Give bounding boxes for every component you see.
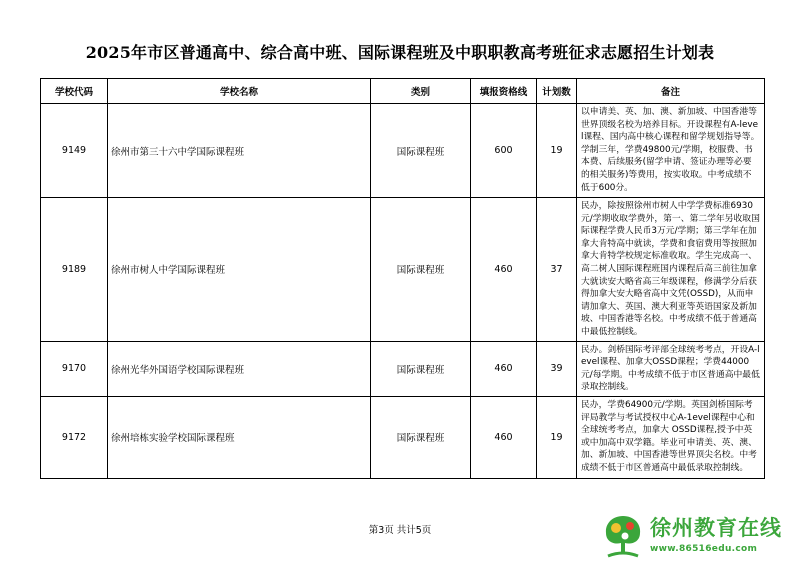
- watermark-site-name: 徐州教育在线: [650, 516, 782, 540]
- page-footer: 第3页 共计5页: [368, 525, 432, 536]
- table-row: [41, 104, 765, 198]
- header-qualifying-score: 填报资格线: [471, 79, 537, 104]
- category: 国际课程班: [371, 341, 471, 396]
- table-header-row: [41, 79, 765, 104]
- school-name: 徐州光华外国语学校国际课程班: [108, 341, 371, 396]
- qualifying-score: 600: [471, 104, 537, 198]
- school-code: 9170: [41, 341, 108, 396]
- header-plan-count: 计划数: [537, 79, 577, 104]
- remarks: 民办，除按照徐州市树人中学学费标准6930元/学期收取学费外，第一、第二学年另收取国际课程学费人民币3万元/学期；第三学年在加拿大肯特高中就读，学费和食宿费用等按照加拿大肯特学校规定标准收取。学生完成高一、高二树人国际课程班国内课程后高三前往加拿大就读安大略省高三年级课程，修满学分后获得加拿大安大略省高中文凭(OSSD)，从而申请加拿大、英国、澳大利亚等英语国家及新加坡、中国香港等名校。中考成绩不低于普通高中最低控制线。: [577, 198, 765, 342]
- header-school-code: 学校代码: [41, 79, 108, 104]
- tree-logo-icon: [600, 512, 646, 560]
- category: 国际课程班: [371, 396, 471, 478]
- table-row: [41, 396, 765, 478]
- header-category: 类别: [371, 79, 471, 104]
- school-name: 徐州培栋实验学校国际课程班: [108, 396, 371, 478]
- school-name: 徐州市第三十六中学国际课程班: [108, 104, 371, 198]
- header-school-name: 学校名称: [108, 79, 371, 104]
- school-code: 9172: [41, 396, 108, 478]
- school-code: 9189: [41, 198, 108, 342]
- qualifying-score: 460: [471, 198, 537, 342]
- qualifying-score: 460: [471, 396, 537, 478]
- plan-count: 19: [537, 104, 577, 198]
- table-row: [41, 198, 765, 342]
- school-name: 徐州市树人中学国际课程班: [108, 198, 371, 342]
- plan-count: 39: [537, 341, 577, 396]
- qualifying-score: 460: [471, 341, 537, 396]
- plan-count: 37: [537, 198, 577, 342]
- header-remarks: 备注: [577, 79, 765, 104]
- remarks: 民办。剑桥国际考评部全球统考考点，开设A-level课程、加拿大OSSD课程；学费44000元/每学期。中考成绩不低于市区普通高中最低录取控制线。: [577, 341, 765, 396]
- school-code: 9149: [41, 104, 108, 198]
- remarks: 以申请美、英、加、澳、新加坡、中国香港等世界顶级名校为培养目标。开设课程有A-level课程、国内高中核心课程和留学规划指导等。学制三年，学费49800元/学期，校服费、书本费、后续服务(留学申请、签证办理等必要的相关服务)等费用，按实收取。中考成绩不低于600分。: [577, 104, 765, 198]
- enrollment-plan-table: [40, 78, 765, 479]
- page-title: 2025年市区普通高中、综合高中班、国际课程班及中职职教高考班征求志愿招生计划表: [85, 43, 715, 62]
- category: 国际课程班: [371, 198, 471, 342]
- plan-count: 19: [537, 396, 577, 478]
- remarks: 民办，学费64900元/学期。英国剑桥国际考评局教学与考试授权中心A-1evel课程中心和全球统考考点，加拿大 OSSD课程,授予中英或中加高中双学籍。毕业可申请美、英、澳、加、新加坡、中国香港等世界顶尖名校。中考成绩不低于市区普通高中最低录取控制线。: [577, 396, 765, 478]
- category: 国际课程班: [371, 104, 471, 198]
- table-row: [41, 341, 765, 396]
- watermark-url: www.86516edu.com: [650, 544, 758, 554]
- watermark: [600, 510, 800, 565]
